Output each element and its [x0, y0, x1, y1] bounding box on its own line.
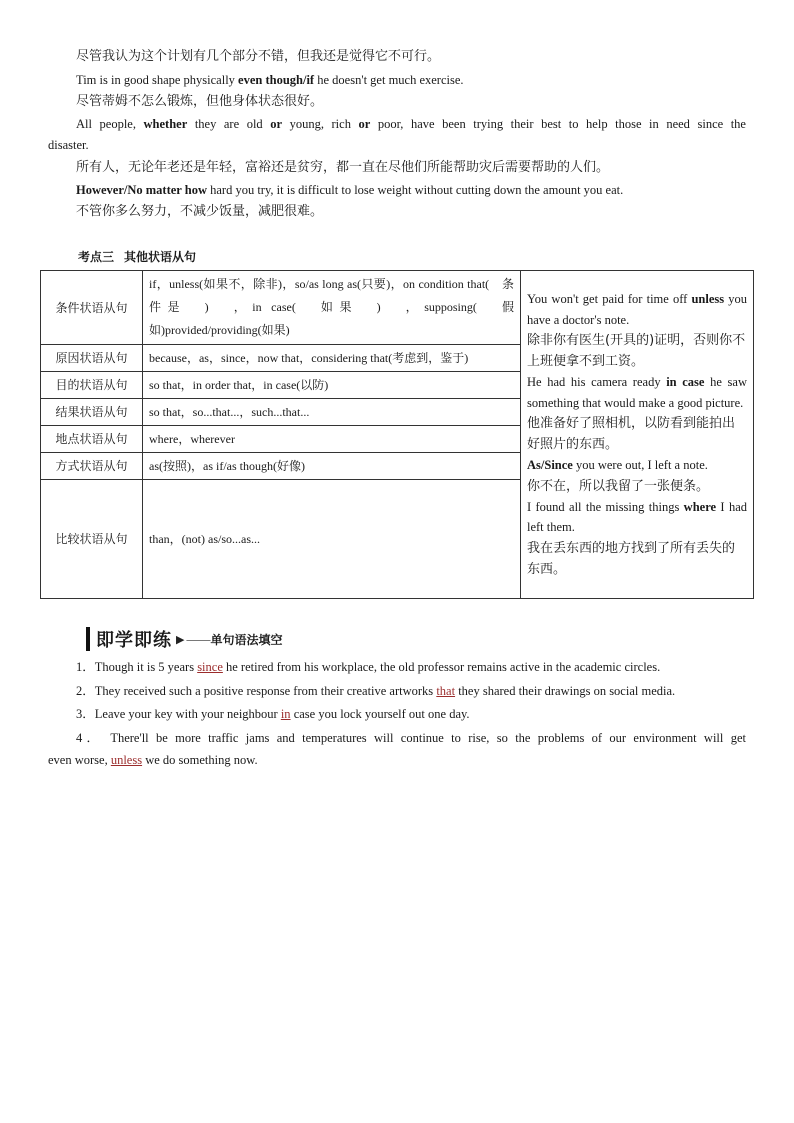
example-2-pre: He had his camera ready — [527, 375, 667, 390]
item-text-post: we do something now. — [142, 753, 258, 767]
practice-item-4-continued — [48, 751, 258, 769]
intro-line-1: 尽管我认为这个计划有几个部分不错，但我还是觉得它不可行。 — [76, 49, 441, 64]
section-heading — [78, 248, 196, 265]
intro-line-4-a: All people, — [76, 117, 144, 131]
intro-line-3: 尽管蒂姆不怎么锻炼，但他身体状态很好。 — [76, 94, 324, 109]
example-4-pre: I found all the missing things — [527, 499, 684, 514]
intro-line-6-bold: However/No matter how — [76, 183, 207, 197]
example-2-cn: 他准备好了照相机，以防看到能拍出好照片的东西。 — [527, 416, 736, 453]
row-conjunctions: than，(not) as/so...as... — [143, 480, 521, 599]
practice-item-1 — [76, 658, 660, 676]
example-2-keyword: in case — [666, 375, 705, 390]
row-conjunctions: if，unless(如果不，除非)，so/as long as(只要)，on condition that( 条件是 ) ，in case( 如果 ) ，supposing( 假如)provided/providing(如果) — [143, 271, 521, 345]
item-text-post: case you lock yourself out one day. — [290, 707, 470, 721]
heading-bar — [86, 627, 90, 651]
section-number: 考点三 — [78, 250, 115, 264]
row-label: 方式状语从句 — [41, 453, 143, 480]
intro-line-6 — [76, 181, 623, 199]
item-text-pre: There'll be more traffic jams and temperatures will continue to rise, so the problems of our environment will get — [110, 731, 746, 745]
row-conjunctions: because，as，since，now that，considering that(考虑到，鉴于) — [143, 345, 521, 372]
item-number: 4． — [76, 731, 104, 745]
example-4-en — [527, 497, 747, 538]
intro-line-4-f: or — [358, 117, 371, 131]
answer-blank: since — [197, 660, 223, 674]
practice-title: 即学即练 — [96, 630, 172, 651]
intro-line-4-e: young, rich — [282, 117, 359, 131]
item-text-cont: even worse, — [48, 753, 111, 767]
intro-line-2 — [76, 71, 464, 89]
play-arrow-icon: ▶ — [176, 633, 185, 646]
intro-line-4-continued: disaster. — [48, 138, 89, 152]
section-title: 其他状语从句 — [124, 250, 197, 264]
practice-item-4 — [76, 729, 746, 747]
item-number: 2． — [76, 684, 95, 698]
intro-line-5: 所有人，无论年老还是年轻，富裕还是贫穷，都一直在尽他们所能帮助灾后需要帮助的人们。 — [76, 160, 610, 175]
example-1-post: you have a doctor's note. — [527, 292, 747, 327]
example-3-keyword: As/Since — [527, 458, 573, 473]
intro-line-4 — [76, 115, 746, 133]
example-3-post: you were out, I left a note. — [572, 458, 708, 473]
intro-line-4-d: or — [270, 117, 283, 131]
intro-line-4-c: they are old — [187, 117, 271, 131]
heading-dash: —— — [186, 631, 211, 646]
item-text-pre: They received such a positive response from their creative artworks — [94, 684, 437, 698]
row-label: 地点状语从句 — [41, 426, 143, 453]
example-2-post: he saw something that would make a good picture. — [527, 375, 747, 410]
intro-line-6-post: hard you try, it is difficult to lose weight without cutting down the amount you eat. — [206, 183, 624, 197]
item-text-pre: Though it is 5 years — [94, 660, 198, 674]
practice-heading — [86, 626, 282, 652]
example-3-en — [527, 455, 747, 476]
example-2-en — [527, 372, 747, 413]
row-label: 目的状语从句 — [41, 372, 143, 399]
item-number: 1． — [76, 660, 95, 674]
answer-blank: that — [436, 684, 456, 698]
intro-line-2-pre: Tim is in good shape physically — [76, 73, 239, 87]
practice-subtitle: 单句语法填空 — [210, 632, 283, 647]
item-text-post: he retired from his workplace, the old professor remains active in the academic circles. — [222, 660, 661, 674]
example-1-en — [527, 289, 747, 330]
item-text-pre: Leave your key with your neighbour — [94, 707, 281, 721]
item-text-post: they shared their drawings on social media. — [455, 684, 676, 698]
item-number: 3． — [76, 707, 95, 721]
example-1-keyword: unless — [691, 292, 725, 307]
example-4-post: I had left them. — [527, 499, 747, 535]
table-row — [41, 271, 754, 345]
row-label: 比较状语从句 — [41, 480, 143, 599]
intro-line-7: 不管你多么努力，不减少饭量，减肥很难。 — [76, 204, 324, 219]
row-label: 结果状语从句 — [41, 399, 143, 426]
row-conjunctions: so that，so...that...，such...that... — [143, 399, 521, 426]
intro-line-2-bold: even though/if — [238, 73, 315, 87]
example-1-pre: You won't get paid for time off — [527, 292, 692, 307]
answer-blank: unless — [110, 753, 143, 767]
intro-line-4-b: whether — [143, 117, 188, 131]
practice-item-2 — [76, 682, 675, 700]
row-conjunctions: as(按照)，as if/as though(好像) — [143, 453, 521, 480]
practice-item-3 — [76, 705, 470, 723]
example-1-cn: 除非你有医生(开具的)证明，否则你不上班便拿不到工资。 — [527, 333, 746, 370]
example-4-cn: 我在丢东西的地方找到了所有丢失的东西。 — [527, 540, 736, 577]
intro-line-2-post: he doesn't get much exercise. — [314, 73, 464, 87]
row-label: 条件状语从句 — [41, 271, 143, 345]
adverbial-clause-table — [40, 270, 754, 599]
answer-blank: in — [280, 707, 291, 721]
row-label: 原因状语从句 — [41, 345, 143, 372]
examples-cell — [521, 271, 754, 599]
example-4-keyword: where — [683, 499, 717, 514]
row-conjunctions: where，wherever — [143, 426, 521, 453]
example-3-cn: 你不在，所以我留了一张便条。 — [527, 478, 710, 494]
intro-line-4-g: poor, have been trying their best to help those in need since the — [370, 117, 746, 131]
row-conjunctions: so that，in order that，in case(以防) — [143, 372, 521, 399]
